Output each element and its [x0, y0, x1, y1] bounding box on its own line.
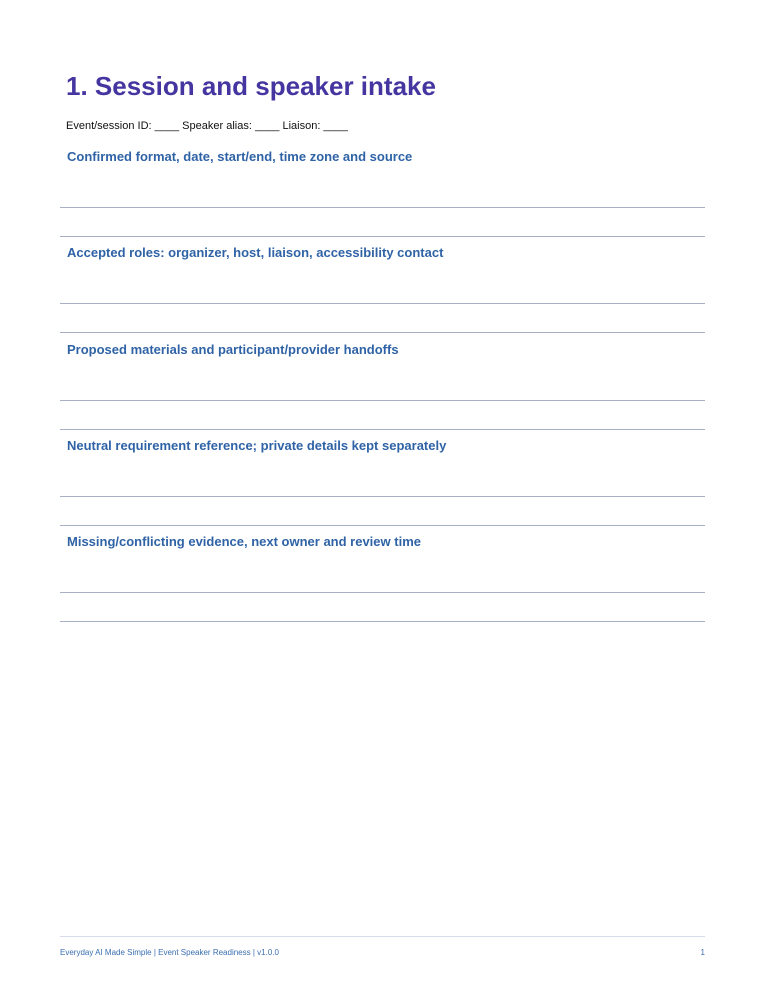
answer-line — [60, 303, 705, 304]
page-title: 1. Session and speaker intake — [66, 71, 436, 101]
footer-text: Everyday AI Made Simple | Event Speaker Readiness | v1.0.0 — [60, 948, 279, 957]
page-footer — [60, 936, 705, 957]
answer-line — [60, 236, 705, 237]
answer-line — [60, 621, 705, 622]
answer-line — [60, 592, 705, 593]
section-heading: Missing/conflicting evidence, next owner and review time — [67, 534, 421, 549]
answer-line — [60, 429, 705, 430]
answer-line — [60, 525, 705, 526]
section-heading: Neutral requirement reference; private details kept separately — [67, 438, 447, 453]
page-number: 1 — [700, 948, 705, 957]
answer-line — [60, 496, 705, 497]
section-heading: Accepted roles: organizer, host, liaison, accessibility contact — [67, 245, 444, 260]
answer-line — [60, 400, 705, 401]
answer-line — [60, 332, 705, 333]
session-fields-line: Event/session ID: ____ Speaker alias: ____ Liaison: ____ — [66, 120, 348, 132]
section-heading: Proposed materials and participant/provider handoffs — [67, 342, 399, 357]
answer-line — [60, 207, 705, 208]
section-heading: Confirmed format, date, start/end, time zone and source — [67, 149, 413, 164]
